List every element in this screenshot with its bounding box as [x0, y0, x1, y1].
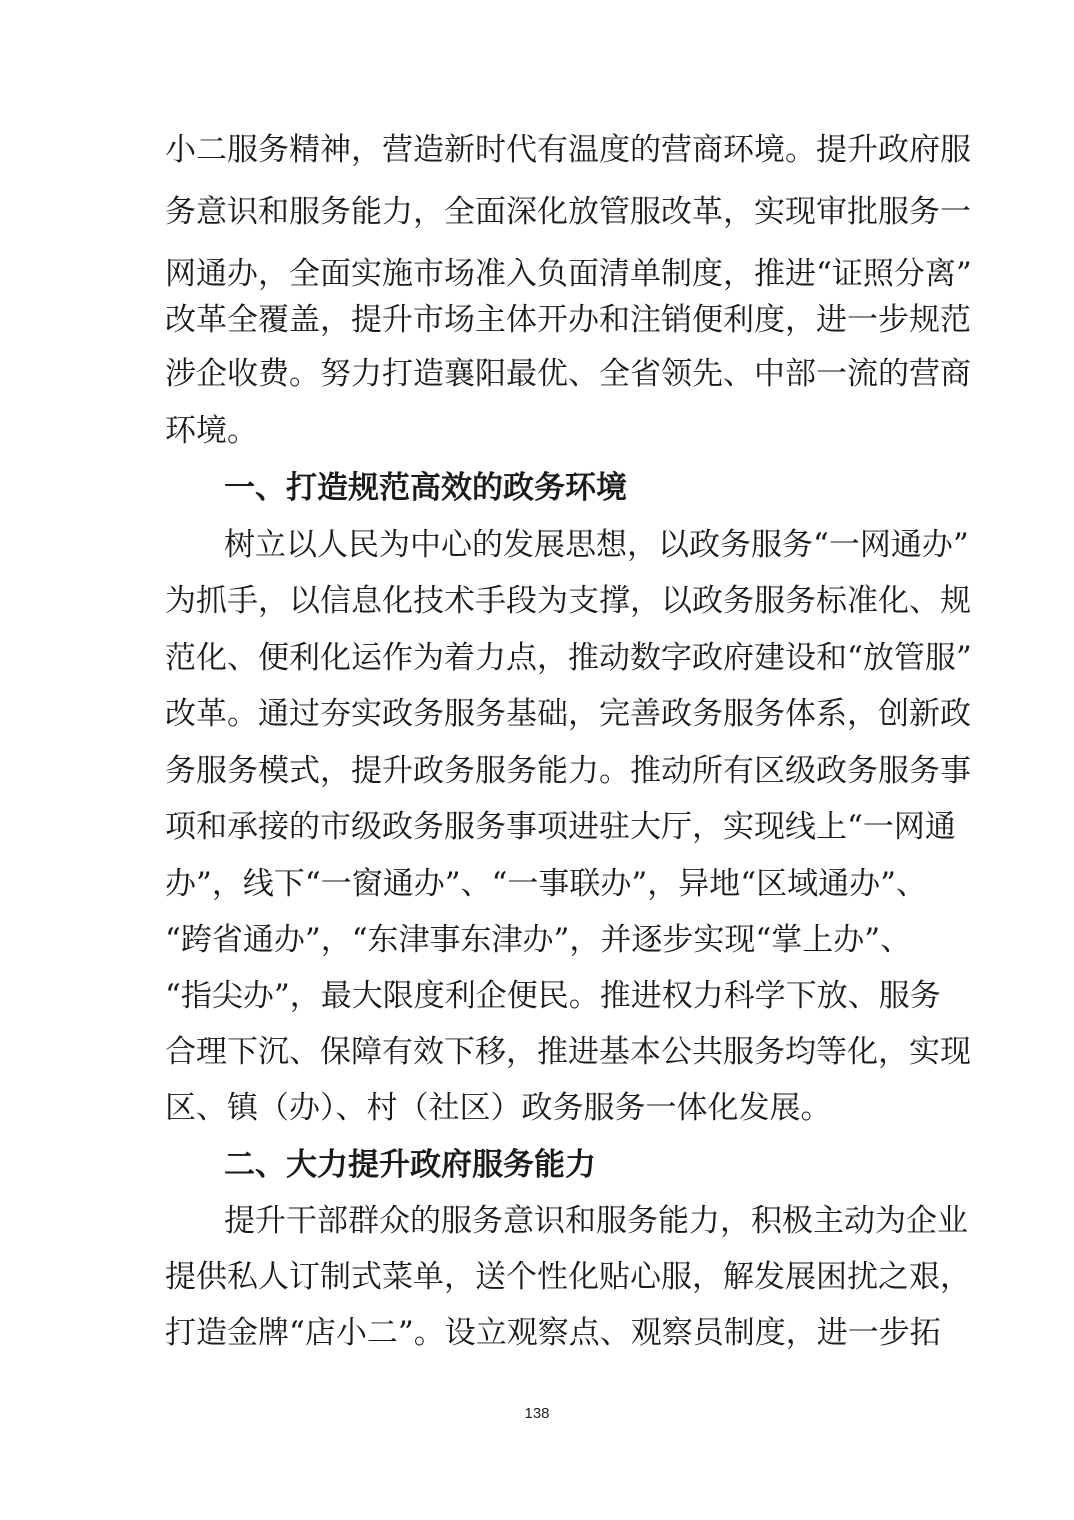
paragraph-line: 改革全覆盖，提升市场主体开办和注销便利度，进一步规范: [165, 302, 971, 338]
paragraph-line: 为抓手，以信息化技术手段为支撑，以政务服务标准化、规: [165, 583, 971, 619]
paragraph-line: “指尖办”，最大限度利企便民。推进权力科学下放、服务: [165, 978, 941, 1014]
paragraph-line: 涉企收费。努力打造襄阳最优、全省领先、中部一流的营商: [165, 356, 971, 392]
section-heading: 一、打造规范高效的政务环境: [224, 470, 627, 506]
paragraph-line: 打造金牌“店小二”。设立观察点、观察员制度，进一步拓: [165, 1315, 941, 1351]
paragraph-line: 网通办，全面实施市场准入负面清单制度，推进“证照分离”: [165, 256, 972, 292]
paragraph-line: 区、镇（办）、村（社区）政务服务一体化发展。: [165, 1090, 832, 1126]
paragraph-line: 提供私人订制式菜单，送个性化贴心服，解发展困扰之艰，: [165, 1259, 971, 1295]
paragraph-line: 合理下沉、保障有效下移，推进基本公共服务均等化，实现: [165, 1034, 971, 1070]
paragraph-line: 小二服务精神，营造新时代有温度的营商环境。提升政府服: [165, 132, 971, 168]
paragraph-line: 办”，线下“一窗通办”、“一事联办”，异地“区域通办”、: [165, 866, 927, 902]
section-heading: 二、大力提升政府服务能力: [224, 1147, 596, 1183]
paragraph-line: 提升干部群众的服务意识和服务能力，积极主动为企业: [224, 1203, 968, 1239]
paragraph-line: “跨省通办”，“东津事东津办”，并逐步实现“掌上办”、: [165, 922, 912, 958]
paragraph-line: 树立以人民为中心的发展思想，以政务服务“一网通办”: [224, 527, 969, 563]
paragraph-line: 环境。: [165, 413, 258, 449]
paragraph-line: 改革。通过夯实政务服务基础，完善政务服务体系，创新政: [165, 696, 971, 732]
paragraph-line: 务服务模式，提升政务服务能力。推动所有区级政务服务事: [165, 753, 971, 789]
page-number: 138: [524, 1405, 550, 1422]
paragraph-line: 项和承接的市级政务服务事项进驻大厅，实现线上“一网通: [165, 809, 956, 845]
paragraph-line: 务意识和服务能力，全面深化放管服改革，实现审批服务一: [165, 194, 971, 230]
paragraph-line: 范化、便利化运作为着力点，推动数字政府建设和“放管服”: [165, 640, 972, 676]
